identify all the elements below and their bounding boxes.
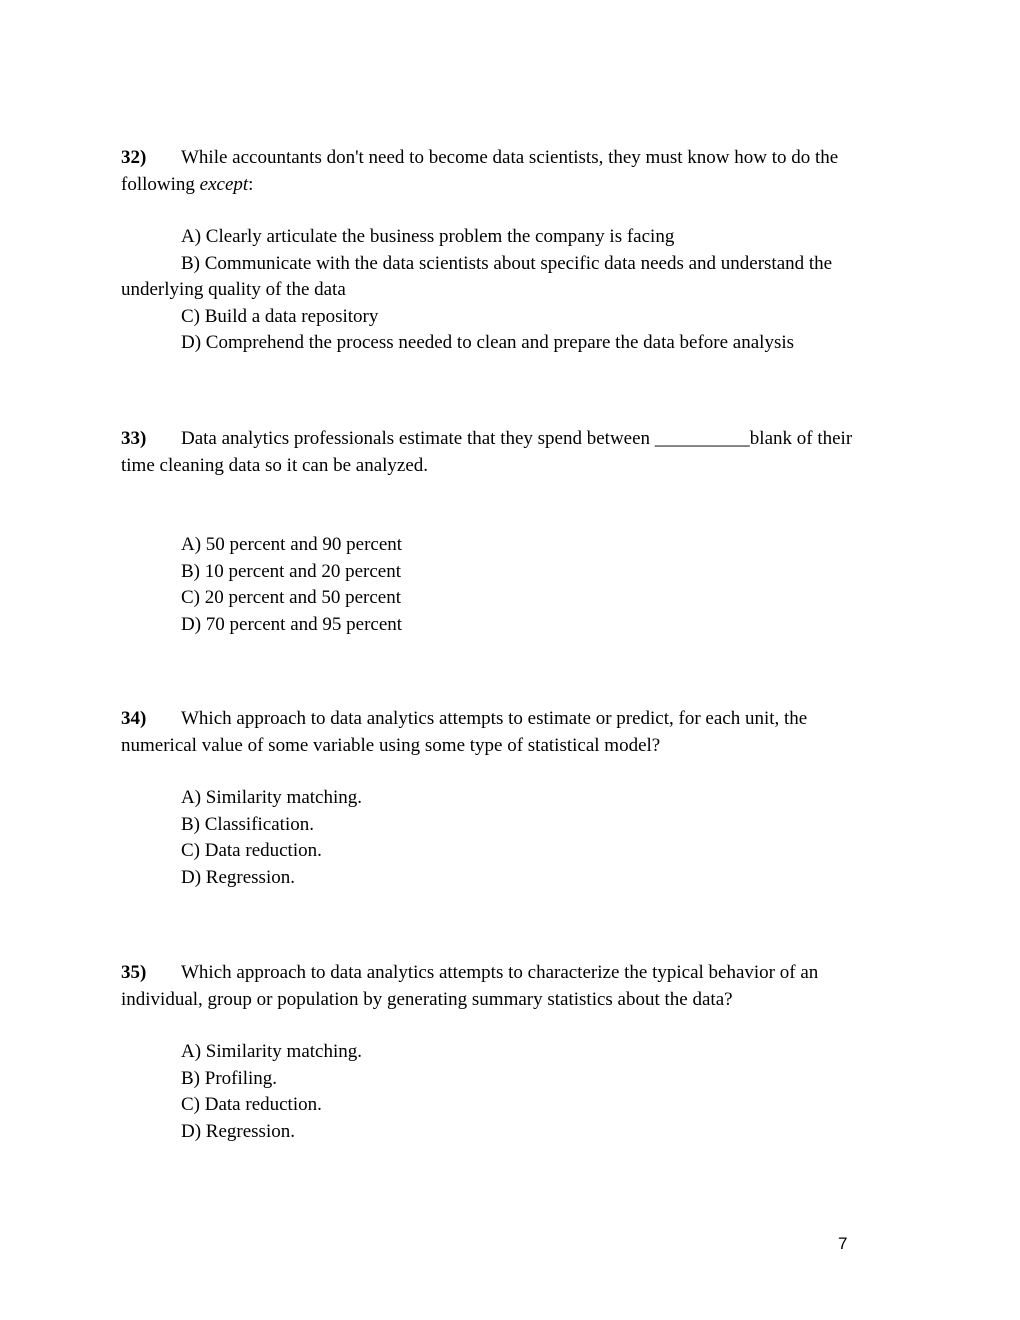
option-a: A) Clearly articulate the business problem the company is facing [181, 226, 675, 247]
question-stem [121, 426, 901, 453]
option-b-continued: underlying quality of the data [121, 279, 346, 300]
question-text: following [121, 173, 200, 195]
option-b: B) Communicate with the data scientists about specific data needs and understand the [181, 252, 833, 274]
question-number: 33) [121, 428, 147, 449]
option-b: B) 10 percent and 20 percent [181, 560, 401, 582]
question-stem-continued [121, 172, 901, 199]
option-b: B) Classification. [181, 813, 314, 835]
option-a: A) 50 percent and 90 percent [181, 534, 403, 555]
answer-options [121, 224, 901, 357]
answer-options [121, 1039, 901, 1145]
option-a: A) Similarity matching. [181, 1041, 363, 1062]
question-text: Which approach to data analytics attempts to estimate or predict, for each unit, the [181, 708, 808, 729]
page-number: 7 [838, 1234, 848, 1253]
question-35 [121, 960, 901, 1145]
option-b: B) Profiling. [181, 1067, 278, 1089]
question-stem [121, 960, 901, 987]
option-d: D) Regression. [181, 1120, 295, 1142]
option-c: C) Data reduction. [181, 1094, 322, 1115]
option-d: D) Regression. [181, 866, 295, 888]
question-text: Data analytics professionals estimate that they spend between __________blank of their [181, 428, 853, 449]
question-text: While accountants don't need to become data scientists, they must know how to do the [181, 147, 839, 168]
option-c: C) 20 percent and 50 percent [181, 587, 401, 608]
question-34 [121, 706, 901, 891]
question-33 [121, 426, 901, 638]
emphasized-text: except [199, 173, 249, 195]
question-stem-continued: time cleaning data so it can be analyzed. [121, 454, 429, 476]
option-a: A) Similarity matching. [181, 787, 363, 808]
option-c: C) Build a data repository [181, 305, 379, 327]
question-stem-continued: numerical value of some variable using some type of statistical model? [121, 734, 661, 756]
question-stem [121, 145, 901, 172]
question-number: 34) [121, 708, 147, 729]
question-32 [121, 145, 901, 357]
answer-options [121, 785, 901, 891]
question-number: 35) [121, 962, 147, 983]
option-c: C) Data reduction. [181, 840, 322, 861]
question-stem [121, 706, 901, 733]
question-stem-continued: individual, group or population by generating summary statistics about the data? [121, 988, 733, 1010]
answer-options [121, 532, 901, 638]
question-text: : [248, 173, 254, 195]
option-d: D) Comprehend the process needed to clean and prepare the data before analysis [181, 332, 795, 353]
question-text: Which approach to data analytics attempts to characterize the typical behavior of an [181, 962, 819, 983]
option-d: D) 70 percent and 95 percent [181, 613, 403, 635]
question-number: 32) [121, 147, 147, 168]
